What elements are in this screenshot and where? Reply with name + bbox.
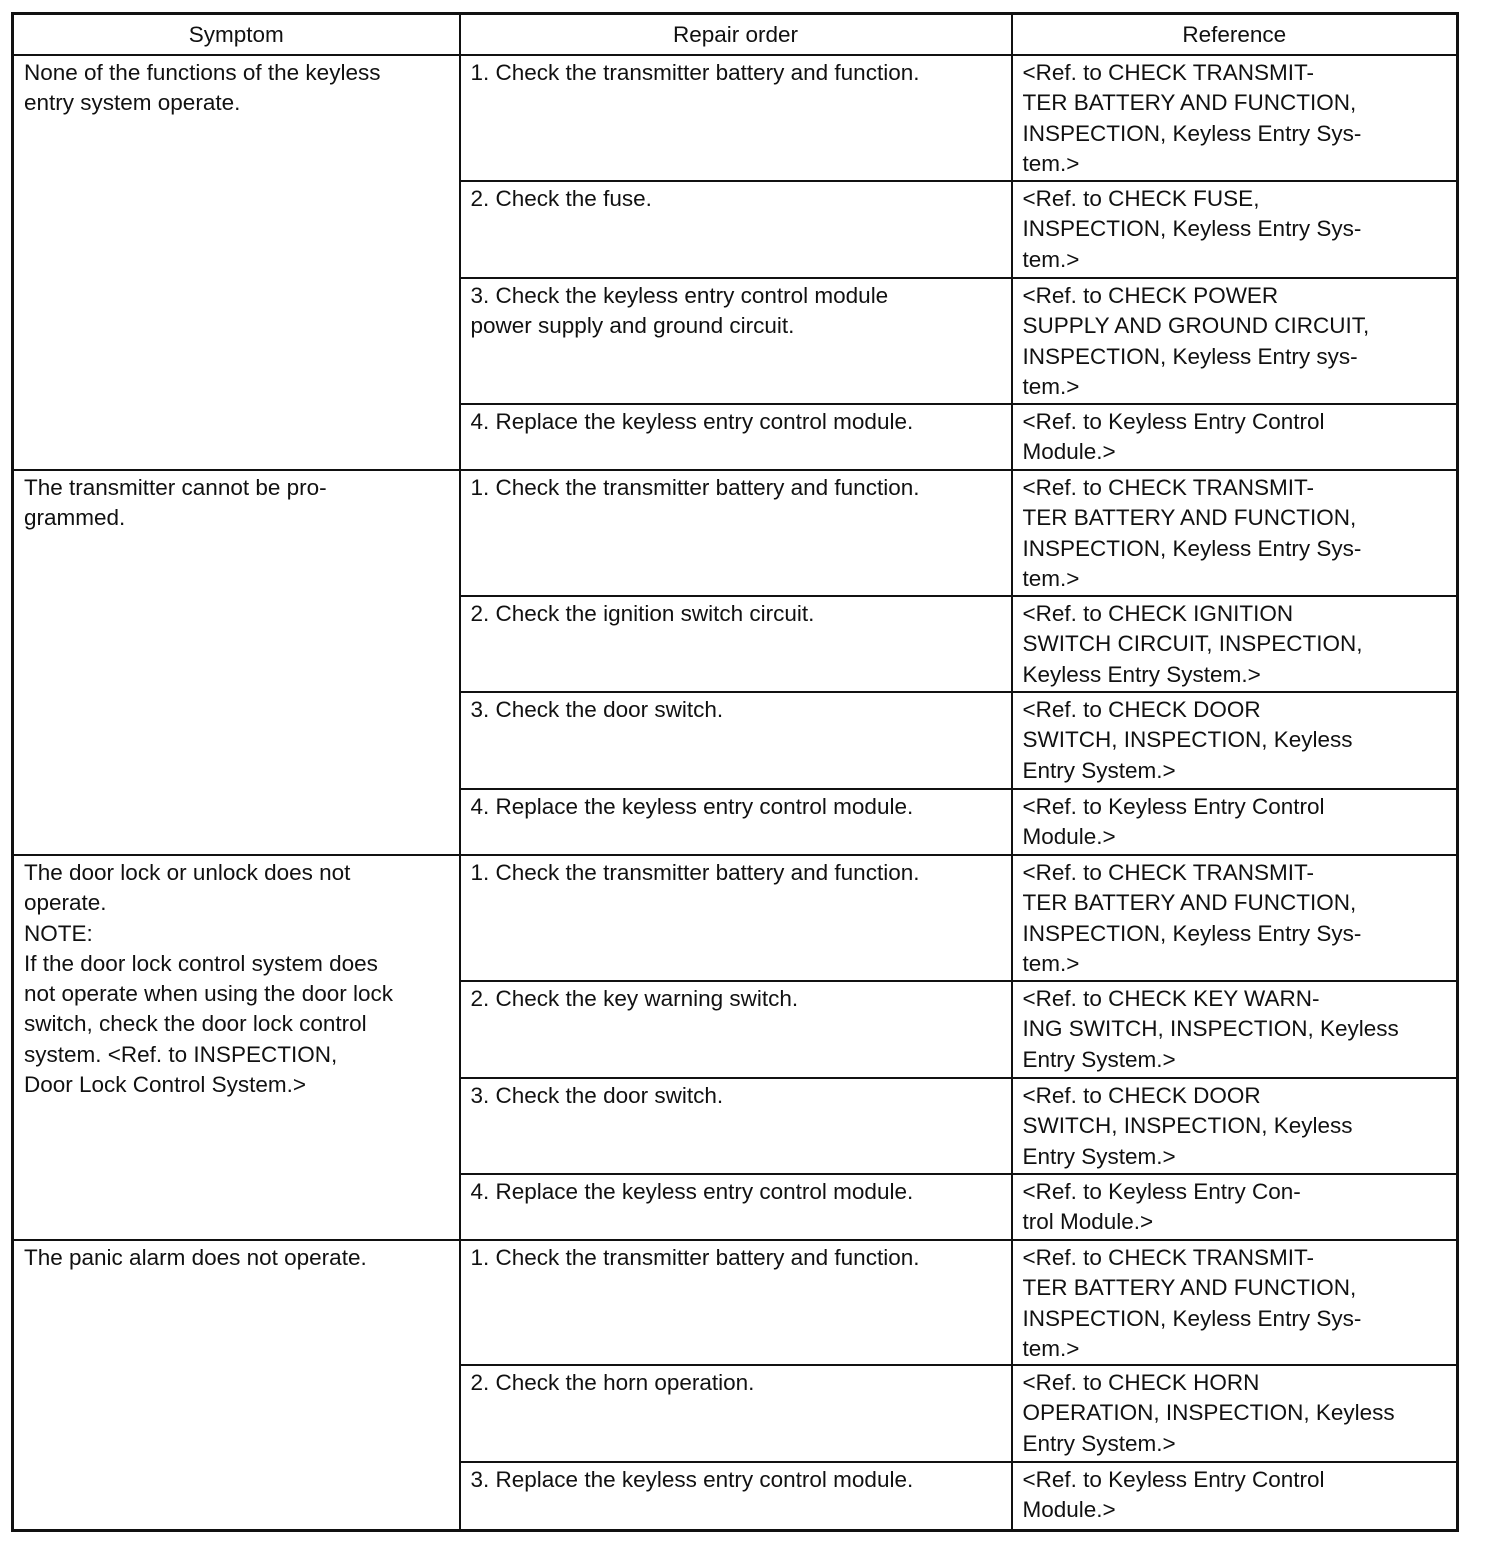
- repair-step-text: 3. Check the keyless entry control module: [470, 283, 889, 308]
- reference-text: tem.>: [1022, 150, 1080, 176]
- reference-text: <Ref. to CHECK DOOR: [1022, 697, 1261, 722]
- reference-text: tem.>: [1022, 373, 1080, 399]
- repair-order-cell: [460, 404, 1012, 470]
- symptom-cell: [13, 855, 460, 1240]
- reference-cell: [1012, 855, 1458, 981]
- reference-cell: [1012, 181, 1458, 278]
- symptom-text: The door lock or unlock does not: [24, 860, 351, 885]
- repair-step-text: 2. Check the ignition switch circuit.: [470, 601, 815, 626]
- repair-step-text: 4. Replace the keyless entry control module.: [470, 794, 914, 819]
- reference-text: INSPECTION, Keyless Entry Sys-: [1022, 920, 1362, 946]
- repair-order-cell: [460, 1240, 1012, 1365]
- reference-text: <Ref. to CHECK TRANSMIT-: [1022, 1245, 1315, 1270]
- symptom-text: The panic alarm does not operate.: [24, 1245, 367, 1270]
- table-row: [13, 1240, 1458, 1365]
- repair-step-text: 1. Check the transmitter battery and function.: [470, 1245, 920, 1270]
- reference-text: tem.>: [1022, 246, 1080, 272]
- symptom-text: entry system operate.: [24, 90, 241, 116]
- reference-text: SWITCH, INSPECTION, Keyless: [1022, 727, 1353, 753]
- symptom-text: grammed.: [24, 505, 126, 531]
- repair-step-text: 4. Replace the keyless entry control module.: [470, 409, 914, 434]
- reference-text: <Ref. to Keyless Entry Control: [1022, 409, 1325, 434]
- reference-text: <Ref. to Keyless Entry Control: [1022, 794, 1325, 819]
- repair-step-text: 3. Check the door switch.: [470, 1083, 724, 1108]
- repair-step-text: 1. Check the transmitter battery and function.: [470, 860, 920, 885]
- reference-text: Keyless Entry System.>: [1022, 661, 1261, 687]
- reference-text: tem.>: [1022, 950, 1080, 976]
- reference-text: Entry System.>: [1022, 1430, 1176, 1456]
- repair-step-text: 3. Replace the keyless entry control module.: [470, 1467, 914, 1493]
- reference-text: <Ref. to CHECK IGNITION: [1022, 601, 1294, 626]
- reference-text: SWITCH, INSPECTION, Keyless: [1022, 1113, 1353, 1139]
- reference-text: TER BATTERY AND FUNCTION,: [1022, 505, 1357, 531]
- reference-text: Entry System.>: [1022, 1046, 1176, 1072]
- symptom-text: None of the functions of the keyless: [24, 60, 381, 85]
- reference-text: INSPECTION, Keyless Entry Sys-: [1022, 1305, 1362, 1331]
- reference-text: <Ref. to CHECK TRANSMIT-: [1022, 475, 1315, 500]
- reference-cell: [1012, 1240, 1458, 1365]
- symptom-text: operate.: [24, 890, 107, 916]
- table-row: [13, 470, 1458, 596]
- repair-step-text: 1. Check the transmitter battery and function.: [470, 475, 920, 500]
- symptom-text: The transmitter cannot be pro-: [24, 475, 327, 500]
- reference-text: INSPECTION, Keyless Entry Sys-: [1022, 216, 1362, 242]
- repair-step-text: 4. Replace the keyless entry control module.: [470, 1179, 914, 1204]
- reference-cell: [1012, 692, 1458, 789]
- reference-text: Module.>: [1022, 439, 1116, 465]
- column-header-reference: Reference: [1012, 14, 1458, 56]
- symptom-text: If the door lock control system does: [24, 950, 378, 976]
- repair-order-cell: [460, 692, 1012, 789]
- reference-text: ING SWITCH, INSPECTION, Keyless: [1022, 1016, 1399, 1042]
- repair-order-cell: [460, 470, 1012, 596]
- reference-cell: [1012, 1365, 1458, 1462]
- reference-text: <Ref. to Keyless Entry Control: [1022, 1467, 1325, 1493]
- reference-cell: [1012, 1174, 1458, 1240]
- repair-order-cell: [460, 1078, 1012, 1174]
- header-row: [13, 14, 1458, 56]
- repair-order-cell: [460, 278, 1012, 404]
- reference-text: <Ref. to CHECK FUSE,: [1022, 186, 1260, 211]
- reference-text: <Ref. to CHECK POWER: [1022, 283, 1279, 308]
- reference-text: <Ref. to CHECK HORN: [1022, 1370, 1260, 1396]
- repair-order-cell: [460, 1174, 1012, 1240]
- reference-text: Module.>: [1022, 1497, 1116, 1523]
- reference-text: trol Module.>: [1022, 1209, 1154, 1235]
- repair-order-cell: [460, 789, 1012, 855]
- repair-order-cell: [460, 1462, 1012, 1530]
- reference-text: SWITCH CIRCUIT, INSPECTION,: [1022, 631, 1363, 657]
- reference-text: <Ref. to CHECK TRANSMIT-: [1022, 860, 1315, 885]
- reference-cell: [1012, 470, 1458, 596]
- repair-order-cell: [460, 181, 1012, 278]
- repair-order-cell: [460, 981, 1012, 1078]
- reference-cell: [1012, 278, 1458, 404]
- reference-text: SUPPLY AND GROUND CIRCUIT,: [1022, 313, 1370, 339]
- reference-cell: [1012, 404, 1458, 470]
- reference-text: tem.>: [1022, 565, 1080, 591]
- reference-text: INSPECTION, Keyless Entry Sys-: [1022, 120, 1362, 146]
- table-body: [13, 55, 1458, 1530]
- repair-step-text: 2. Check the fuse.: [470, 186, 652, 211]
- reference-cell: [1012, 789, 1458, 855]
- repair-order-cell: [460, 55, 1012, 181]
- reference-text: TER BATTERY AND FUNCTION,: [1022, 1275, 1357, 1301]
- reference-cell: [1012, 981, 1458, 1078]
- repair-step-text: 2. Check the horn operation.: [470, 1370, 755, 1396]
- reference-text: TER BATTERY AND FUNCTION,: [1022, 90, 1357, 116]
- reference-text: Entry System.>: [1022, 757, 1176, 783]
- symptom-text: NOTE:: [24, 920, 93, 946]
- symptom-text: Door Lock Control System.>: [24, 1072, 306, 1098]
- reference-cell: [1012, 1462, 1458, 1530]
- repair-step-text: 1. Check the transmitter battery and function.: [470, 60, 920, 85]
- repair-order-cell: [460, 855, 1012, 981]
- reference-text: INSPECTION, Keyless Entry Sys-: [1022, 535, 1362, 561]
- reference-text: <Ref. to CHECK DOOR: [1022, 1083, 1261, 1108]
- reference-cell: [1012, 55, 1458, 181]
- repair-step-text: 3. Check the door switch.: [470, 697, 724, 722]
- repair-order-cell: [460, 1365, 1012, 1462]
- symptom-cell: [13, 470, 460, 855]
- troubleshooting-table: [11, 12, 1459, 1532]
- reference-text: INSPECTION, Keyless Entry sys-: [1022, 343, 1358, 369]
- repair-order-cell: [460, 596, 1012, 692]
- reference-text: tem.>: [1022, 1335, 1080, 1361]
- table-row: [13, 55, 1458, 181]
- reference-text: OPERATION, INSPECTION, Keyless: [1022, 1400, 1395, 1426]
- symptom-text: switch, check the door lock control: [24, 1011, 367, 1037]
- repair-step-text: power supply and ground circuit.: [470, 313, 795, 339]
- repair-step-text: 2. Check the key warning switch.: [470, 986, 799, 1011]
- reference-text: TER BATTERY AND FUNCTION,: [1022, 890, 1357, 916]
- symptom-text: not operate when using the door lock: [24, 981, 393, 1007]
- reference-text: <Ref. to CHECK KEY WARN-: [1022, 986, 1320, 1011]
- symptom-text: system. <Ref. to INSPECTION,: [24, 1041, 338, 1067]
- reference-text: Module.>: [1022, 824, 1116, 850]
- column-header-repair-order: Repair order: [460, 14, 1012, 56]
- reference-text: <Ref. to Keyless Entry Con-: [1022, 1179, 1301, 1204]
- column-header-symptom: Symptom: [13, 14, 460, 56]
- symptom-cell: [13, 55, 460, 470]
- table-row: [13, 855, 1458, 981]
- reference-cell: [1012, 1078, 1458, 1174]
- reference-cell: [1012, 596, 1458, 692]
- symptom-cell: [13, 1240, 460, 1530]
- reference-text: Entry System.>: [1022, 1143, 1176, 1169]
- reference-text: <Ref. to CHECK TRANSMIT-: [1022, 60, 1315, 85]
